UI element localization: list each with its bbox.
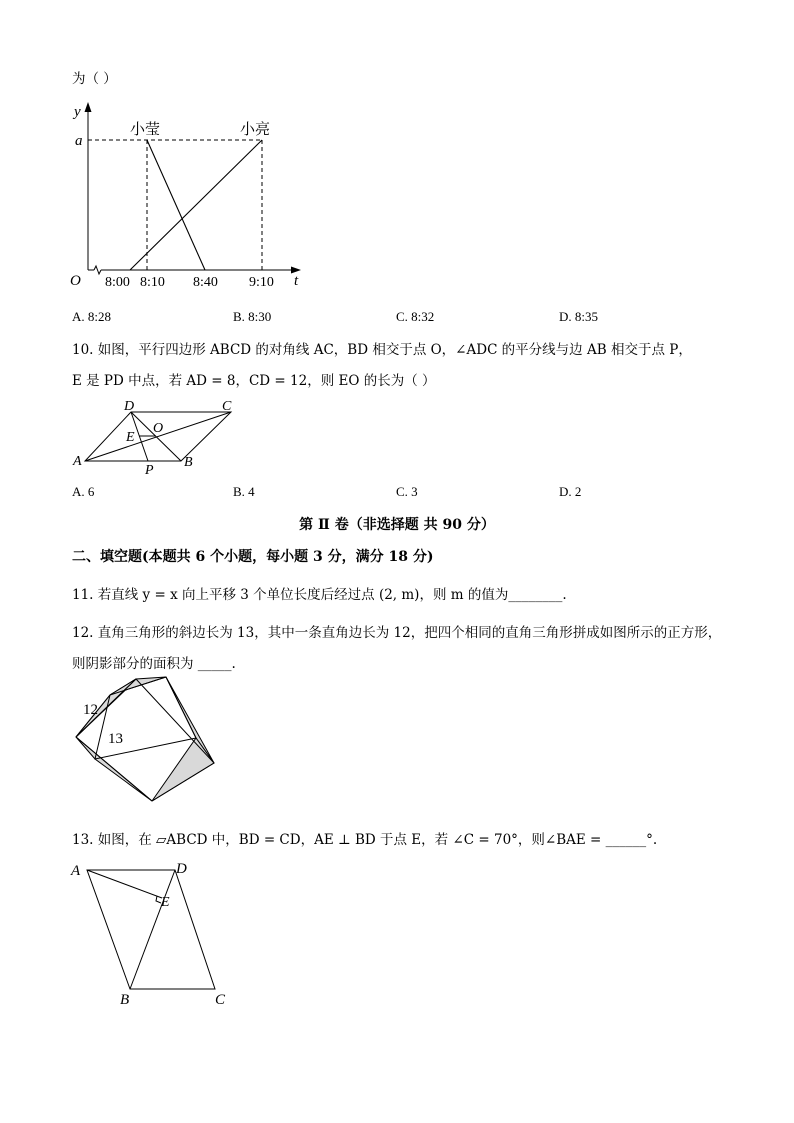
q9-option-b: B. 8:30 — [233, 309, 272, 324]
section-volume-heading: 第 Ⅱ 卷（非选择题 共 90 分） — [299, 517, 495, 533]
label-p: P — [145, 463, 154, 478]
q12-text-line1: 12. 直角三角形的斜边长为 13，其中一条直角边长为 12，把四个相同的直角三角形拼成如图所示的正方形， — [72, 625, 722, 641]
label-e: E — [161, 895, 170, 910]
a-label: a — [75, 133, 83, 149]
tick-8-10: 8:10 — [140, 275, 165, 290]
label-c: C — [215, 992, 226, 1008]
q10-text-line1: 10. 如图，平行四边形 ABCD 的对角线 AC，BD 相交于点 O，∠ADC 的平分线与边 AB 相交于点 P， — [72, 342, 692, 358]
parallelogram-abcd — [87, 870, 215, 989]
label-13: 13 — [108, 731, 123, 747]
question-continuation: 为（ ） — [72, 71, 117, 87]
label-c: C — [222, 399, 232, 414]
label-b: B — [184, 455, 193, 470]
tick-8-00: 8:00 — [105, 275, 130, 290]
label-b: B — [120, 992, 130, 1008]
label-d: D — [124, 399, 135, 414]
label-a: A — [71, 863, 81, 879]
q10-option-d: D. 2 — [559, 484, 582, 499]
tick-9-10: 9:10 — [249, 275, 274, 290]
label-d: D — [176, 861, 187, 877]
tick-8-40: 8:40 — [193, 275, 218, 290]
label-e: E — [126, 430, 135, 445]
q10-option-a: A. 6 — [72, 484, 95, 499]
q9-option-c: C. 8:32 — [396, 309, 435, 324]
q11-text: 11. 若直线 y = x 向上平移 3 个单位长度后经过点 (2, m)，则 m 的值为________. — [72, 587, 567, 603]
diagonal-bd — [130, 870, 175, 989]
y-label: y — [74, 104, 81, 120]
xiaoying-label: 小莹 — [130, 122, 161, 138]
q9-option-d: D. 8:35 — [559, 309, 598, 324]
q10-text-line2: E 是 PD 中点，若 AD = 8，CD = 12，则 EO 的长为（ ） — [72, 373, 436, 389]
t-label: t — [294, 273, 299, 289]
xiaoliang-label: 小亮 — [240, 122, 271, 138]
q13-text: 13. 如图，在 ▱ABCD 中，BD = CD，AE ⊥ BD 于点 E，若 ∠C = 70°，则∠BAE = ______°. — [72, 832, 658, 848]
q10-option-c: C. 3 — [396, 484, 418, 499]
perpendicular-ae — [87, 870, 162, 898]
origin-label: O — [70, 273, 81, 289]
label-12: 12 — [83, 702, 98, 718]
label-a: A — [73, 454, 82, 469]
label-o: O — [153, 421, 164, 436]
section-title: 二、填空题(本题共 6 个小题，每小题 3 分，满分 18 分) — [72, 549, 434, 565]
q10-option-b: B. 4 — [233, 484, 255, 499]
q9-option-a: A. 8:28 — [72, 309, 111, 324]
q12-text-line2: 则阴影部分的面积为 _____. — [72, 656, 236, 672]
